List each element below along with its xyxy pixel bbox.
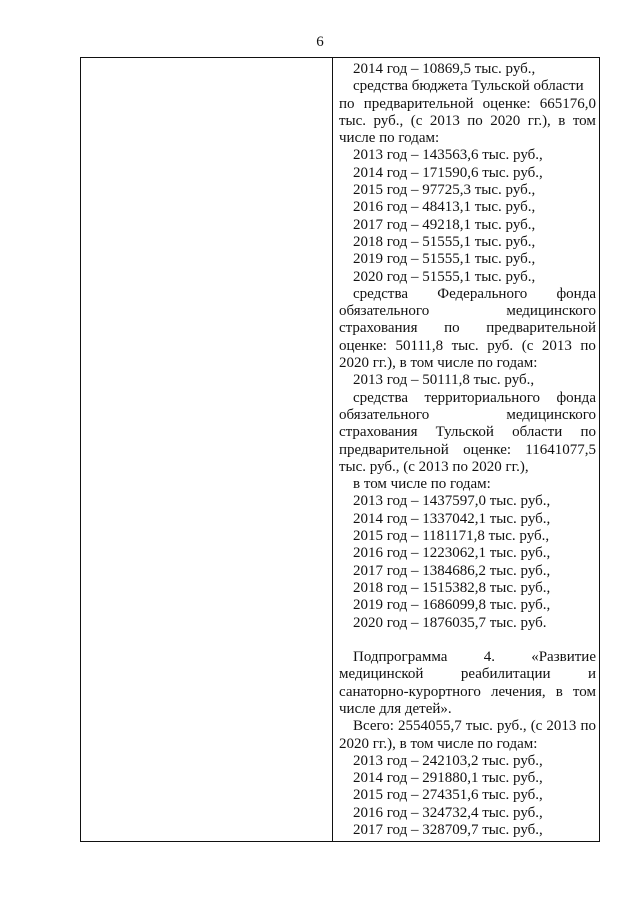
page-number: 6: [316, 34, 324, 50]
text-line: [339, 407, 596, 424]
text-line: [339, 684, 596, 701]
text-line: 2015 год – 274351,6 тыс. руб.,: [353, 787, 543, 804]
text-line: 2020 гг.), в том числе по годам:: [339, 355, 538, 372]
text-line: в том числе по годам:: [353, 476, 491, 493]
text-line: 2018 год – 51555,1 тыс. руб.,: [353, 233, 536, 250]
word: области: [512, 424, 563, 441]
word: средства: [353, 389, 409, 406]
word: Тульской: [435, 424, 494, 441]
word: (с: [410, 112, 423, 129]
word: фонда: [556, 285, 596, 302]
word: (с: [521, 337, 534, 354]
word: оценке:: [463, 441, 512, 458]
text-line: 2014 год – 171590,6 тыс. руб.,: [353, 164, 543, 181]
text-line: 2015 год – 97725,3 тыс. руб.,: [353, 182, 536, 199]
word: фонда: [556, 389, 596, 406]
text-line: 2013 год – 143563,6 тыс. руб.,: [353, 147, 543, 164]
text-line: числе для детей».: [339, 700, 452, 717]
word: по: [339, 95, 355, 112]
word: том: [572, 683, 596, 700]
text-line: 2020 гг.), в том числе по годам:: [339, 735, 538, 752]
word: 2554055,7: [398, 718, 462, 735]
column-divider: [332, 58, 333, 841]
text-line: 2014 год – 1337042,1 тыс. руб.,: [353, 510, 551, 527]
word: руб.,: [496, 718, 527, 735]
word: 665176,0: [539, 95, 596, 112]
text-line: [339, 718, 596, 735]
word: 50111,8: [395, 337, 444, 354]
word: руб.,: [373, 112, 404, 129]
program-table: [80, 57, 600, 842]
text-line: 2020 год – 51555,1 тыс. руб.,: [353, 268, 536, 285]
word: Федерального: [437, 285, 528, 302]
text-line: 2017 год – 328709,7 тыс. руб.,: [353, 822, 543, 839]
text-line: [339, 666, 596, 683]
text-line: [339, 424, 596, 441]
word: тыс.: [451, 337, 479, 354]
word: гг.),: [527, 112, 551, 129]
word: в: [558, 112, 566, 129]
word: 2013: [541, 337, 572, 354]
text-line: 2013 год – 50111,8 тыс. руб.,: [353, 372, 535, 389]
text-line: [339, 649, 596, 666]
text-line: 2013 год – 1437597,0 тыс. руб.,: [353, 493, 551, 510]
word: и: [587, 666, 596, 683]
word: 2020: [490, 112, 521, 129]
text-line: 2017 год – 49218,1 тыс. руб.,: [353, 216, 536, 233]
text-line: [339, 96, 596, 113]
text-line: [339, 390, 596, 407]
word: том: [572, 112, 596, 129]
text-line: [339, 113, 596, 130]
text-line: 2016 год – 1223062,1 тыс. руб.,: [353, 545, 551, 562]
word: Подпрограмма: [353, 649, 448, 666]
word: обязательного: [339, 303, 430, 320]
word: санаторно-курортного: [339, 683, 481, 700]
word: 11641077,5: [525, 441, 596, 458]
word: страхования: [339, 320, 418, 337]
text-line: 2014 год – 10869,5 тыс. руб.,: [353, 61, 536, 77]
word: лечения,: [490, 683, 546, 700]
word: предварительной: [363, 95, 474, 112]
word: средства: [353, 285, 409, 302]
text-line: 2017 год – 1384686,2 тыс. руб.,: [353, 562, 551, 579]
text-line: 2016 год – 324732,4 тыс. руб.,: [353, 804, 543, 821]
text-line: тыс. руб., (с 2013 по 2020 гг.),: [339, 458, 529, 475]
word: медицинской: [339, 666, 424, 683]
word: «Развитие: [531, 649, 596, 666]
text-line: 2020 год – 1876035,7 тыс. руб.: [353, 614, 547, 631]
word: по: [580, 424, 596, 441]
word: обязательного: [339, 406, 430, 423]
word: 2013: [546, 718, 577, 735]
word: тыс.: [465, 718, 493, 735]
word: Всего:: [353, 718, 394, 735]
word: оценке:: [482, 95, 531, 112]
text-line: 2019 год – 1686099,8 тыс. руб.,: [353, 597, 551, 614]
word: территориального: [424, 389, 540, 406]
text-line: [339, 442, 596, 459]
text-line: [339, 338, 596, 355]
text-line: 2016 год – 48413,1 тыс. руб.,: [353, 199, 536, 216]
word: тыс.: [339, 112, 367, 129]
word: предварительной: [339, 441, 449, 458]
text-line: 2013 год – 242103,2 тыс. руб.,: [353, 752, 543, 769]
word: 2013: [429, 112, 460, 129]
text-line: [339, 286, 596, 303]
word: страхования: [339, 424, 418, 441]
text-line: средства бюджета Тульской области: [353, 78, 584, 95]
funding-text-column: [339, 61, 596, 839]
word: руб.: [487, 337, 514, 354]
word: предварительной: [486, 320, 596, 337]
word: по: [580, 718, 596, 735]
word: медицинского: [506, 406, 596, 423]
text-line: 2015 год – 1181171,8 тыс. руб.,: [353, 528, 550, 545]
text-line: [339, 303, 596, 320]
word: медицинского: [506, 303, 596, 320]
blank-line: [339, 632, 596, 649]
word: реабилитации: [460, 666, 551, 683]
text-line: 2018 год – 1515382,8 тыс. руб.,: [353, 579, 551, 596]
text-line: числе по годам:: [339, 130, 440, 147]
word: (с: [530, 718, 543, 735]
word: в: [555, 683, 563, 700]
word: 4.: [483, 649, 495, 666]
text-line: 2014 год – 291880,1 тыс. руб.,: [353, 770, 543, 787]
text-line: [339, 320, 596, 337]
word: оценке:: [339, 337, 387, 354]
word: по: [467, 112, 483, 129]
word: по: [444, 320, 460, 337]
text-line: 2019 год – 51555,1 тыс. руб.,: [353, 251, 536, 268]
word: по: [580, 337, 596, 354]
